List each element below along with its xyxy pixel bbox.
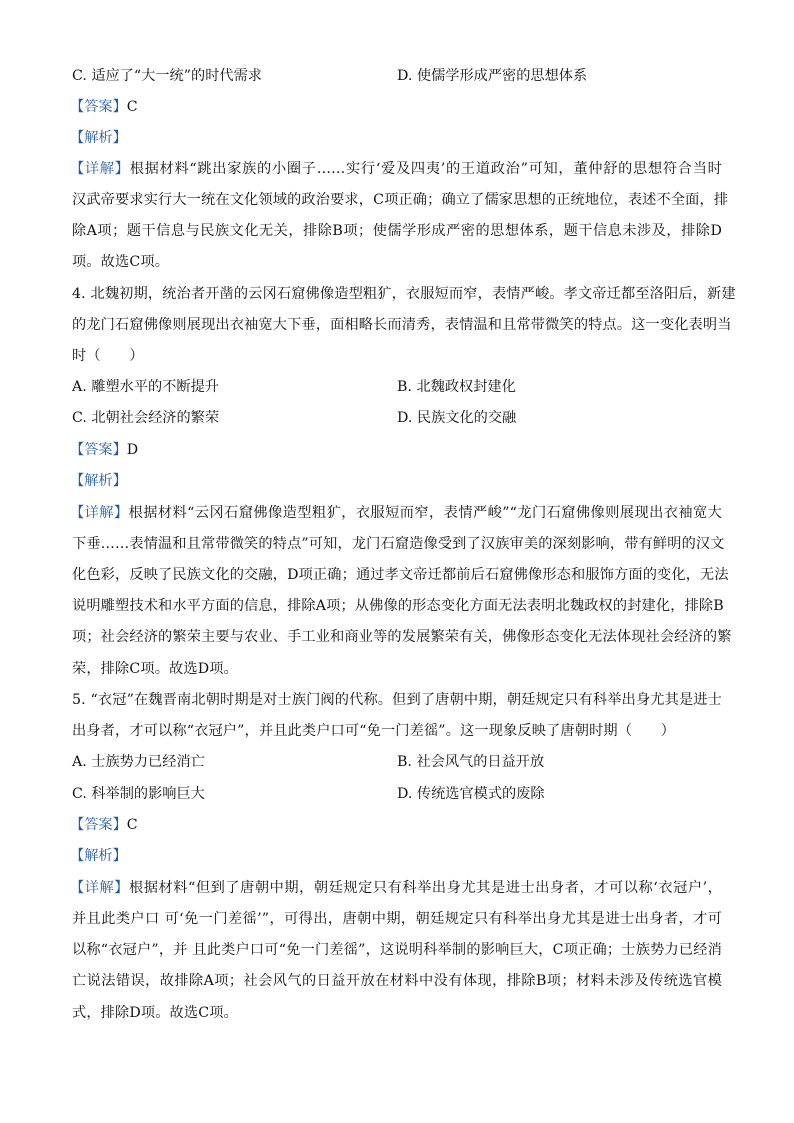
q3-option-c: C. 适应了“大一统”的时代需求	[72, 68, 262, 84]
q4-option-d: D. 民族文化的交融	[397, 410, 517, 426]
q4-detail-line: 项；社会经济的繁荣主要与农业、手工业和商业等的发展繁荣有关，佛像形态变化无法体现社会经济的繁	[72, 629, 732, 645]
q3-detail-line: 【详解】根据材料“跳出家族的小圈子……实行‘爱及四夷’的王道政治”可知，董仲舒的思想符合当时	[70, 161, 722, 177]
q4-detail-line: 化色彩，反映了民族文化的交融，D项正确；通过孝文帝迁都前后石窟佛像形态和服饰方面的变化，无法	[72, 567, 729, 583]
q4-analysis-tag: 【解析】	[70, 473, 127, 489]
q5-option-a: A. 士族势力已经消亡	[72, 754, 205, 770]
q5-detail-line: 【详解】根据材料“但到了唐朝中期，朝廷规定只有科举出身尤其是进士出身者，才可以称‘衣冠户’，	[70, 880, 723, 896]
q4-option-b: B. 北魏政权封建化	[397, 379, 516, 395]
q4-option-c: C. 北朝社会经济的繁荣	[72, 410, 220, 426]
q5-stem-line: 出身者，才可以称“衣冠户”，并且此类户口可“免一门差徭”。这一现象反映了唐朝时期（ ）	[72, 723, 676, 739]
q5-detail-line: 以称“衣冠户”，并 且此类户口可“免一门差徭”，这说明科举制的影响巨大，C项正确；士族势力已经消	[72, 942, 722, 958]
answer-value: C	[126, 817, 138, 833]
answer-tag: 【答案】	[70, 442, 127, 458]
q3-detail-line: 汉武帝要求实行大一统在文化领域的政治要求，C项正确；确立了儒家思想的正统地位，表述不全面，排	[72, 192, 729, 208]
q5-option-b: B. 社会风气的日益开放	[397, 754, 545, 770]
answer-value: D	[126, 442, 139, 458]
q3-analysis-tag: 【解析】	[70, 130, 127, 146]
detail-tag: 【详解】	[70, 161, 130, 177]
answer-tag: 【答案】	[70, 817, 127, 833]
q5-analysis-tag: 【解析】	[70, 848, 127, 864]
q5-stem-line: 5. “衣冠”在魏晋南北朝时期是对士族门阀的代称。但到了唐朝中期，朝廷规定只有科举出身尤其是进士	[72, 692, 722, 708]
q5-answer	[70, 815, 138, 835]
q3-detail-line: 除A项；题干信息与民族文化无关，排除B项；使儒学形成严密的思想体系，题干信息未涉及，排除D	[72, 223, 722, 239]
q5-option-c: C. 科举制的影响巨大	[72, 786, 205, 802]
q5-option-d: D. 传统选官模式的废除	[397, 786, 545, 802]
answer-value: C	[126, 99, 138, 115]
q4-stem-line: 时（ ）	[72, 348, 144, 364]
answer-tag: 【答案】	[70, 99, 127, 115]
q4-detail-line: 下垂……表情温和且常带微笑的特点”可知，龙门石窟造像受到了汉族审美的深刻影响，带有鲜明的汉文	[72, 536, 725, 552]
q3-answer	[70, 97, 138, 117]
q5-detail-line: 并且此类户口 可‘免一门差徭’”，可得出，唐朝中期，朝廷规定只有科举出身尤其是进士出身者，才可	[72, 911, 722, 927]
q4-detail-line: 说明雕塑技术和水平方面的信息，排除A项；从佛像的形态变化方面无法表明北魏政权的封建化，排除B	[72, 598, 724, 614]
q4-stem-line: 的龙门石窟佛像则展现出衣袖宽大下垂，面相略长而清秀，表情温和且常带微笑的特点。这一变化表明当	[72, 317, 732, 333]
q4-stem-line: 4. 北魏初期，统治者开凿的云冈石窟佛像造型粗犷，衣服短而窄，表情严峻。孝文帝迁都至洛阳后，新建	[72, 286, 736, 302]
q3-detail-line: 项。故选C项。	[72, 254, 170, 270]
q5-detail-line: 亡说法错误，故排除A项；社会风气的日益开放在材料中没有体现，排除B项；材料未涉及传统选官模	[72, 973, 722, 989]
q4-detail-line: 【详解】根据材料“云冈石窟佛像造型粗犷，衣服短而窄，表情严峻”“龙门石窟佛像则展现出衣袖宽大	[70, 505, 722, 521]
q3-option-d: D. 使儒学形成严密的思想体系	[397, 68, 588, 84]
q4-detail-line: 荣，排除C项。故选D项。	[72, 661, 238, 677]
detail-tag: 【详解】	[70, 880, 130, 896]
detail-tag: 【详解】	[70, 505, 129, 521]
q4-option-a: A. 雕塑水平的不断提升	[72, 379, 219, 395]
q5-detail-line: 式，排除D项。故选C项。	[72, 1005, 238, 1021]
q4-answer	[70, 440, 138, 460]
